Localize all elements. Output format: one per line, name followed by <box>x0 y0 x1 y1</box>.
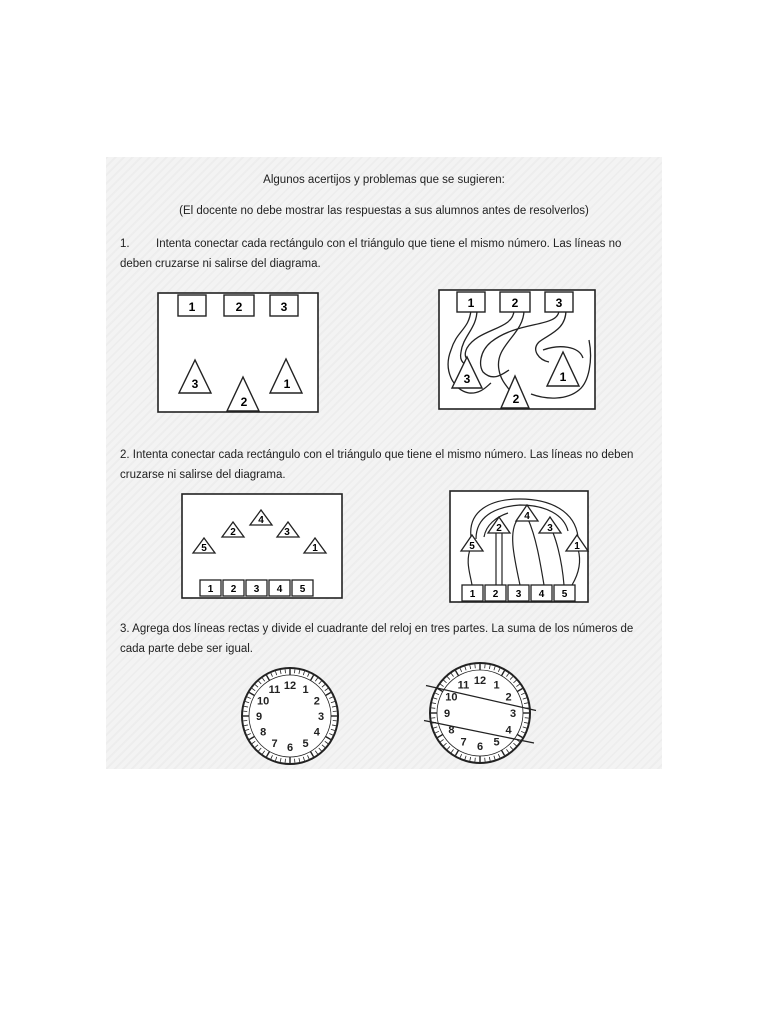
worksheet-subtitle: (El docente no debe mostrar las respuestas a sus alumnos antes de resolverlos) <box>179 205 589 217</box>
clock-number: 12 <box>283 680 297 692</box>
p2-triangle-label: 5 <box>201 543 207 554</box>
clock-number: 8 <box>260 726 267 739</box>
clock-number: 5 <box>493 736 500 749</box>
clock-number: 2 <box>313 695 320 708</box>
p2-triangle-label: 1 <box>312 543 318 554</box>
p2s-box-label: 1 <box>469 589 476 600</box>
clock-number: 4 <box>313 726 320 739</box>
svg-text:2: 2 <box>240 395 248 409</box>
p1-box <box>178 295 206 316</box>
p2-triangle-label: 3 <box>284 527 290 538</box>
svg-text:1: 1 <box>188 300 196 314</box>
clock-number: 1 <box>302 684 309 697</box>
p1s-triangle-label: 3 <box>463 372 471 386</box>
problem-1-puzzle <box>158 292 318 414</box>
p2s-triangle-label: 1 <box>574 541 580 552</box>
p2-box-label: 3 <box>253 584 260 595</box>
p2s-triangle-label: 5 <box>469 541 475 552</box>
clock-face <box>240 663 340 769</box>
clock-number: 6 <box>286 742 294 754</box>
worksheet <box>106 157 662 769</box>
p2s-triangle-label: 2 <box>496 523 502 534</box>
clock-number: 12 <box>473 675 487 687</box>
problem-1-number: 1. <box>120 238 130 250</box>
clock-number: 3 <box>317 711 325 723</box>
clock-number: 3 <box>509 708 517 720</box>
p2s-box-label: 3 <box>515 589 522 600</box>
p2-box-label: 5 <box>299 584 306 595</box>
clock-number: 2 <box>505 691 512 704</box>
p2-box-label: 1 <box>207 584 214 595</box>
clock-number: 9 <box>443 708 451 720</box>
svg-text:1: 1 <box>283 377 291 391</box>
p2s-box-label: 5 <box>561 589 568 600</box>
p2-box-label: 4 <box>276 584 283 595</box>
p2s-triangle-label: 3 <box>547 523 553 534</box>
p1s-box-label: 2 <box>511 296 519 310</box>
problem-3-text: 3. Agrega dos líneas rectas y divide el cuadrante del reloj en tres partes. La suma de los números de cada parte debe ser igual. <box>120 623 634 655</box>
problem-2-puzzle <box>182 494 344 599</box>
p1s-triangle-label: 2 <box>512 392 520 406</box>
p1s-box-label: 3 <box>555 296 563 310</box>
p2-triangle-label: 4 <box>258 515 264 526</box>
clock-number: 9 <box>255 711 263 723</box>
clock-number: 11 <box>457 679 470 692</box>
clock-number: 10 <box>257 695 270 708</box>
clock-number: 10 <box>445 691 458 704</box>
problem-2-solution <box>450 491 590 603</box>
clock-number: 5 <box>302 737 309 750</box>
problem-1-text <box>120 234 650 274</box>
p1s-box-label: 1 <box>467 296 475 310</box>
problem-1-solution <box>439 290 597 410</box>
clock-number: 6 <box>476 741 484 753</box>
p2s-box-label: 2 <box>492 589 499 600</box>
svg-text:3: 3 <box>191 377 199 391</box>
clock-number: 4 <box>505 724 512 737</box>
clock-number: 7 <box>460 736 467 749</box>
clock-number: 1 <box>493 679 500 692</box>
clock-number: 7 <box>271 737 278 750</box>
clock-face-solution <box>420 657 540 769</box>
p1-box <box>224 295 254 316</box>
problem-2-text: 2. Intenta conectar cada rectángulo con el triángulo que tiene el mismo número. Las líneas no deben cruzarse ni salirse del diagrama. <box>120 449 634 481</box>
p1-box <box>270 295 298 316</box>
p2s-triangle-label: 4 <box>524 511 530 522</box>
svg-text:2: 2 <box>235 300 243 314</box>
p1s-triangle-label: 1 <box>559 370 567 384</box>
p2-triangle-label: 2 <box>230 527 236 538</box>
clock-number: 8 <box>448 724 455 737</box>
problem-1-instructions: Intenta conectar cada rectángulo con el triángulo que tiene el mismo número. Las líneas no deben cruzarse ni salirse del diagrama. <box>120 238 622 270</box>
p2-box-label: 2 <box>230 584 237 595</box>
p2s-box-label: 4 <box>538 589 545 600</box>
svg-text:3: 3 <box>280 300 288 314</box>
clock-number: 11 <box>268 684 281 697</box>
worksheet-title: Algunos acertijos y problemas que se sugieren: <box>263 174 505 186</box>
